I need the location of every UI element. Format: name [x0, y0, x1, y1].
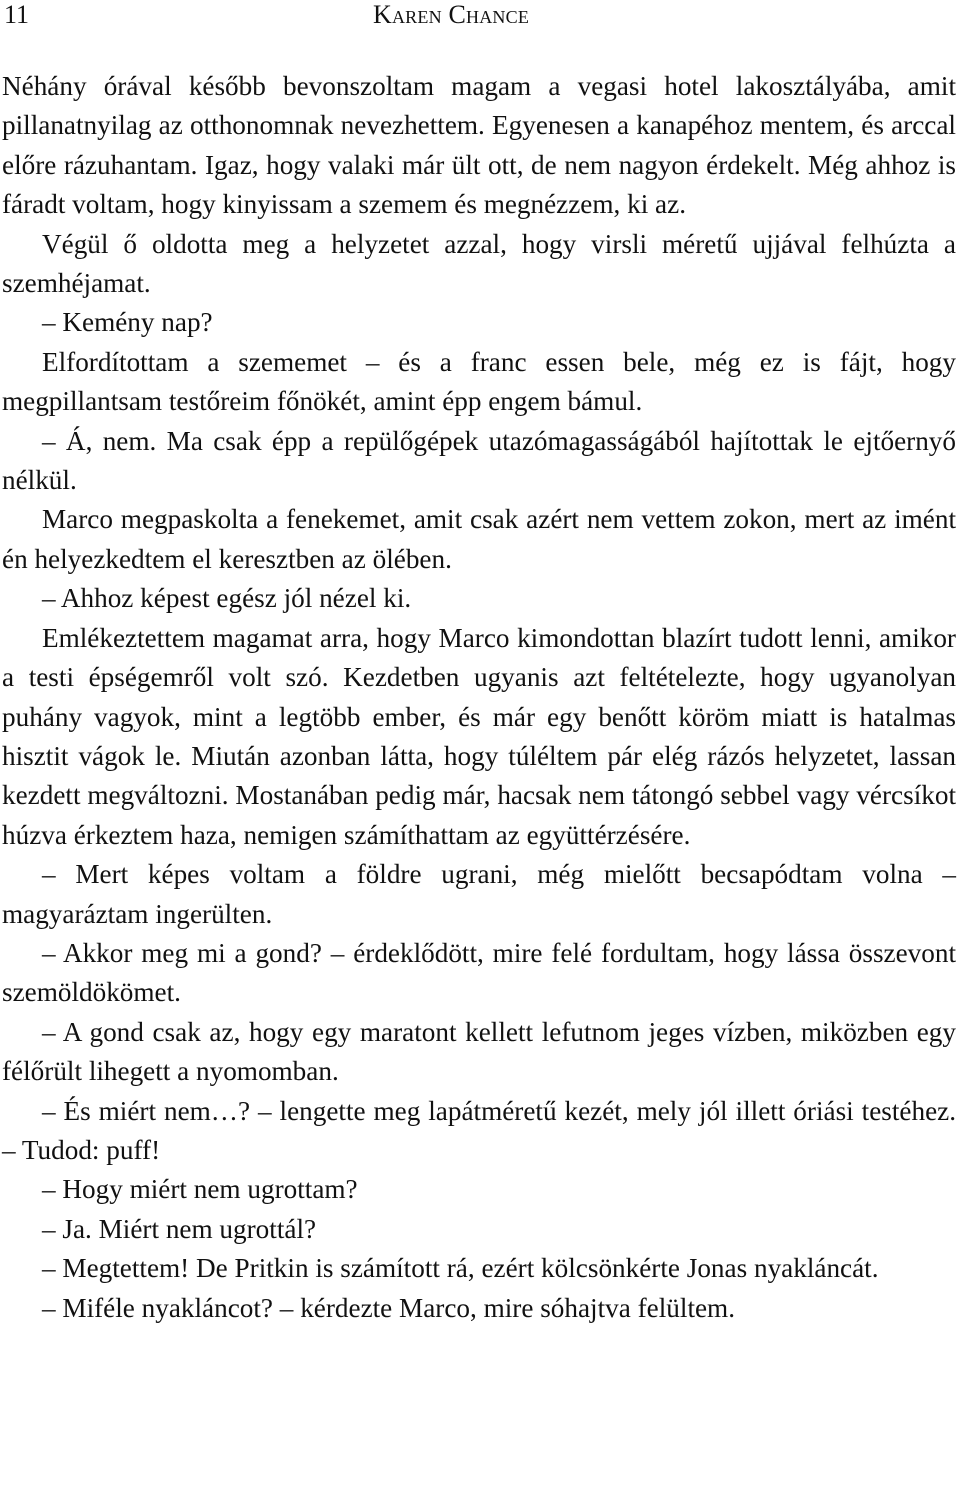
paragraph: – Á, nem. Ma csak épp a repülőgépek utazómagasságából hajítottak le ejtőernyő nélkül.	[2, 425, 956, 496]
paragraph: – Akkor meg mi a gond? – érdeklődött, mire felé fordultam, hogy lássa összevont szemöldökömet.	[2, 937, 956, 1008]
paragraph: – Kemény nap?	[42, 307, 213, 338]
page-header	[0, 0, 960, 34]
running-title: Karen Chance	[373, 0, 530, 29]
paragraph: – A gond csak az, hogy egy maratont kellett lefutnom jeges vízben, miközben egy félőrült lihegett a nyomomban.	[2, 1016, 956, 1087]
paragraph: Néhány órával később bevonszoltam magam a vegasi hotel lakosztályába, amit pillanatnyilag az otthonomnak nevezhettem. Egyenesen a kanapéhoz mentem, és arccal előre rázuhantam. Igaz, hogy valaki már ült ott, de nem nagyon érdekelt. Még ahhoz is fáradt voltam, hogy kinyissam a szemem és megnézzem, ki az.	[2, 71, 956, 220]
paragraph: – Hogy miért nem ugrottam?	[42, 1174, 358, 1205]
paragraph: – Miféle nyakláncot? – kérdezte Marco, mire sóhajtva felültem.	[42, 1292, 736, 1323]
paragraph: – És miért nem…? – lengette meg lapátméretű kezét, mely jól illett óriási testéhez. – Tudod: puff!	[2, 1095, 956, 1165]
paragraph: – Ja. Miért nem ugrottál?	[42, 1213, 317, 1244]
paragraph: Elfordítottam a szememet – és a franc essen bele, még ez is fájt, hogy megpillantsam testőreim főnökét, amint épp engem bámul.	[2, 346, 956, 417]
body-text	[2, 67, 956, 1328]
paragraph: Végül ő oldotta meg a helyzetet azzal, hogy virsli méretű ujjával felhúzta a szemhéjamat.	[2, 228, 956, 299]
paragraph: – Megtettem! De Pritkin is számított rá, ezért kölcsönkérte Jonas nyakláncát.	[42, 1253, 879, 1284]
paragraph: Emlékeztettem magamat arra, hogy Marco kimondottan blazírt tudott lenni, amikor a testi épségemről volt szó. Kezdetben ugyanis azt feltételezte, hogy ugyanolyan puhány vagyok, mint a legtöbb ember, és már egy benőtt köröm miatt is hatalmas hisztit vágok le. Miután azonban látta, hogy túléltem pár elég rázós helyzetet, lassan kezdett megváltozni. Mostanában pedig már, hacsak nem tátongó sebbel vagy vércsíkot húzva érkeztem haza, nemigen számíthattam az együttérzésére.	[2, 622, 956, 850]
paragraph: – Mert képes voltam a földre ugrani, még mielőtt becsapódtam volna – magyaráztam ingerülten.	[2, 859, 956, 929]
paragraph: – Ahhoz képest egész jól nézel ki.	[42, 583, 412, 614]
page-number: 11	[4, 0, 30, 29]
paragraph: Marco megpaskolta a fenekemet, amit csak azért nem vettem zokon, mert az imént én helyezkedtem el keresztben az ölében.	[2, 504, 956, 574]
